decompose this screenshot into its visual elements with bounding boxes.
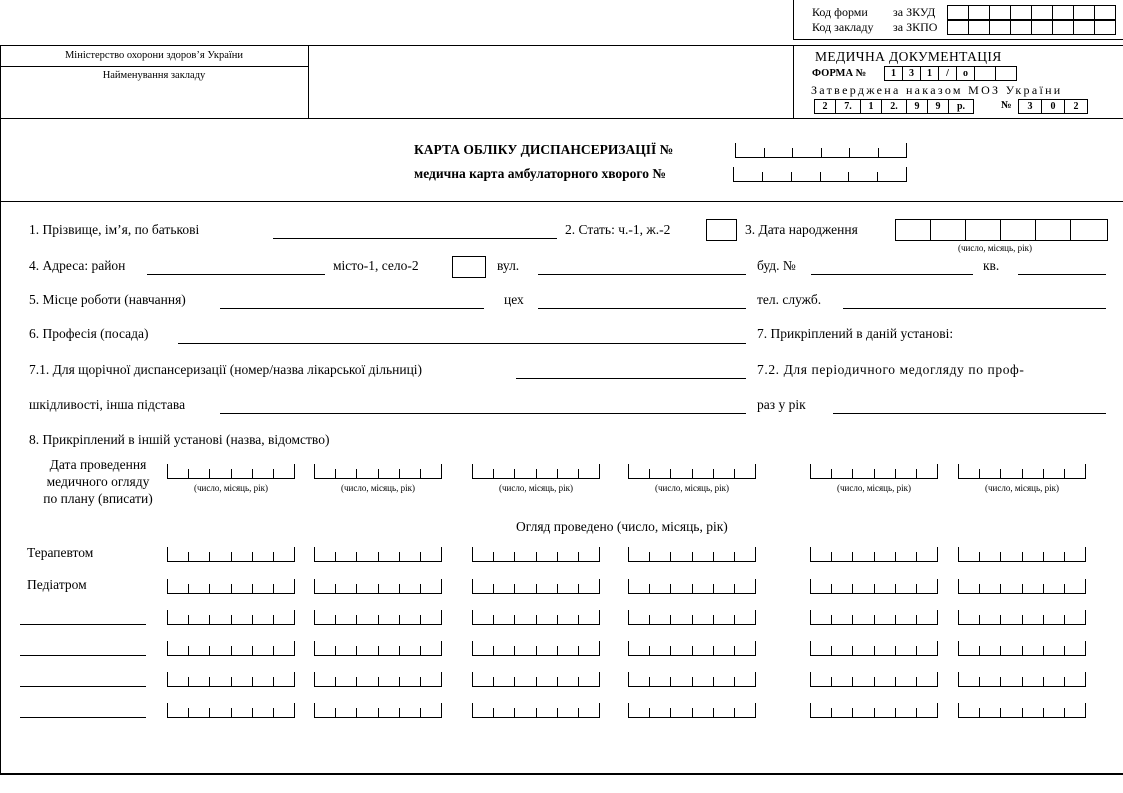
done-header: Огляд проведено (число, місяць, рік) xyxy=(516,519,728,534)
exam-date-cells[interactable] xyxy=(628,610,756,625)
number-cells-cell: 2 xyxy=(1065,99,1088,114)
exam-date-cells[interactable] xyxy=(314,703,442,718)
profession-label: 6. Професія (посада) xyxy=(29,326,149,341)
institution-code-cells[interactable] xyxy=(947,20,1116,35)
specialist-name-field[interactable] xyxy=(20,624,146,625)
exam-date-cells[interactable] xyxy=(810,703,938,718)
exam-date-cells[interactable] xyxy=(472,672,600,687)
form-code-ref: за ЗКУД xyxy=(893,5,936,19)
sex-label: 2. Стать: ч.-1, ж.-2 xyxy=(565,222,671,237)
number-cells-cell: 3 xyxy=(1018,99,1042,114)
form-code-cells[interactable] xyxy=(947,5,1116,20)
exam-date-cells[interactable] xyxy=(472,641,600,656)
title-line2: медична карта амбулаторного хворого № xyxy=(414,166,666,181)
harmful-field[interactable] xyxy=(220,413,746,414)
date-cells-cell: 1 xyxy=(861,99,882,114)
form-number-cell xyxy=(996,66,1017,81)
exam-date-cells[interactable] xyxy=(810,672,938,687)
form-number-cell: 3 xyxy=(903,66,921,81)
outpatient-card-number-cells[interactable] xyxy=(733,167,907,182)
exam-date-cells[interactable] xyxy=(628,672,756,687)
exam-date-cells[interactable] xyxy=(167,641,295,656)
street-field[interactable] xyxy=(538,274,746,275)
department-field[interactable] xyxy=(538,308,746,309)
institution-code-ref: за ЗКПО xyxy=(893,20,938,34)
exam-date-cells[interactable] xyxy=(628,703,756,718)
exam-date-cells[interactable] xyxy=(810,579,938,594)
exam-date-cells[interactable] xyxy=(628,579,756,594)
dob-cells[interactable] xyxy=(895,219,1108,241)
phone-label: тел. служб. xyxy=(757,292,822,307)
exam-date-cells[interactable] xyxy=(167,610,295,625)
doc-type: МЕДИЧНА ДОКУМЕНТАЦІЯ xyxy=(815,49,1002,64)
planned-date-caption: (число, місяць, рік) xyxy=(194,483,268,493)
name-field[interactable] xyxy=(273,238,557,239)
exam-date-cells[interactable] xyxy=(628,641,756,656)
profession-field[interactable] xyxy=(178,343,746,344)
annual-label: 7.1. Для щорічної диспансеризації (номер/назва лікарської дільниці) xyxy=(29,362,423,377)
attached-label: 7. Прикріплений в даній установі: xyxy=(757,326,954,341)
specialist-name-field[interactable] xyxy=(20,686,146,687)
work-label: 5. Місце роботи (навчання) xyxy=(29,292,186,307)
form-number-cell: / xyxy=(939,66,957,81)
planned-label-line2: медичного огляду xyxy=(46,474,150,489)
exam-date-cells[interactable] xyxy=(314,579,442,594)
address-label: 4. Адреса: район xyxy=(29,258,126,273)
dob-caption: (число, місяць, рік) xyxy=(958,243,1032,253)
form-number-label: ФОРМА № xyxy=(812,68,867,79)
planned-date-caption: (число, місяць, рік) xyxy=(837,483,911,493)
approval-number-cells xyxy=(1018,99,1088,114)
institution-name-label: Найменування закладу xyxy=(102,70,206,81)
specialist-name-field[interactable] xyxy=(20,655,146,656)
date-cells-cell: 9 xyxy=(907,99,928,114)
planned-date-cells[interactable] xyxy=(314,464,442,479)
house-field[interactable] xyxy=(811,274,973,275)
exam-date-cells[interactable] xyxy=(472,579,600,594)
form-number-cell xyxy=(975,66,996,81)
exam-date-cells[interactable] xyxy=(958,610,1086,625)
house-label: буд. № xyxy=(757,258,796,273)
settlement-box[interactable] xyxy=(452,256,486,278)
exam-date-cells[interactable] xyxy=(314,610,442,625)
sex-box[interactable] xyxy=(706,219,737,241)
apartment-label: кв. xyxy=(983,258,1000,273)
periodic-label: 7.2. Для періодичного медогляду по проф- xyxy=(757,362,1025,377)
annual-field[interactable] xyxy=(516,378,746,379)
planned-date-cells[interactable] xyxy=(810,464,938,479)
apartment-field[interactable] xyxy=(1018,274,1106,275)
exam-date-cells[interactable] xyxy=(472,610,600,625)
planned-date-cells[interactable] xyxy=(167,464,295,479)
phone-field[interactable] xyxy=(843,308,1106,309)
dob-label: 3. Дата народження xyxy=(745,222,858,237)
planned-date-cells[interactable] xyxy=(472,464,600,479)
ministry-name: Міністерство охорони здоров’я України xyxy=(64,50,244,61)
date-cells-cell: 7. xyxy=(836,99,861,114)
planned-date-caption: (число, місяць, рік) xyxy=(985,483,1059,493)
settlement-label: місто-1, село-2 xyxy=(333,258,419,273)
exam-date-cells[interactable] xyxy=(628,547,756,562)
form-number-cell: 1 xyxy=(884,66,903,81)
other-institution-label: 8. Прикріплений в іншій установі (назва, відомство) xyxy=(29,432,330,447)
planned-date-caption: (число, місяць, рік) xyxy=(655,483,729,493)
planned-date-cells[interactable] xyxy=(628,464,756,479)
exam-date-cells[interactable] xyxy=(314,672,442,687)
exam-date-cells[interactable] xyxy=(958,672,1086,687)
department-label: цех xyxy=(504,292,524,307)
exam-date-cells[interactable] xyxy=(958,703,1086,718)
date-cells-cell: р. xyxy=(949,99,974,114)
form-number-cell: 1 xyxy=(921,66,939,81)
approval-number-label: № xyxy=(1001,100,1012,111)
exam-date-cells[interactable] xyxy=(167,547,295,562)
per-year-label: раз у рік xyxy=(757,397,806,412)
exam-date-cells[interactable] xyxy=(314,547,442,562)
exam-date-cells[interactable] xyxy=(810,547,938,562)
exam-date-cells[interactable] xyxy=(958,547,1086,562)
exam-date-cells[interactable] xyxy=(958,579,1086,594)
approved-text: Затверджена наказом МОЗ України xyxy=(811,83,1063,97)
form-number-cells xyxy=(884,66,1017,81)
form-code-label: Код форми xyxy=(812,5,868,19)
specialist-label: Терапевтом xyxy=(27,545,94,560)
name-label: 1. Прізвище, ім’я, по батькові xyxy=(29,222,200,237)
exam-date-cells[interactable] xyxy=(314,641,442,656)
exam-date-cells[interactable] xyxy=(958,641,1086,656)
title-line1: КАРТА ОБЛІКУ ДИСПАНСЕРИЗАЦІЇ № xyxy=(414,142,674,157)
district-field[interactable] xyxy=(147,274,325,275)
exam-date-cells[interactable] xyxy=(810,610,938,625)
planned-label-line3: по плану (вписати) xyxy=(43,491,153,506)
exam-date-cells[interactable] xyxy=(472,547,600,562)
harmful-label: шкідливості, інша підстава xyxy=(29,397,186,412)
exam-date-cells[interactable] xyxy=(167,579,295,594)
card-number-cells[interactable] xyxy=(735,143,907,158)
institution-code-label: Код закладу xyxy=(812,20,874,34)
planned-date-cells[interactable] xyxy=(958,464,1086,479)
per-year-field[interactable] xyxy=(833,413,1106,414)
planned-date-caption: (число, місяць, рік) xyxy=(341,483,415,493)
exam-date-cells[interactable] xyxy=(472,703,600,718)
exam-date-cells[interactable] xyxy=(810,641,938,656)
date-cells-cell: 2. xyxy=(882,99,907,114)
date-cells-cell: 2 xyxy=(814,99,836,114)
exam-date-cells[interactable] xyxy=(167,703,295,718)
planned-label-line1: Дата проведення xyxy=(49,457,147,472)
form-number-cell: о xyxy=(957,66,975,81)
approval-date-cells xyxy=(814,99,974,114)
planned-date-caption: (число, місяць, рік) xyxy=(499,483,573,493)
exam-date-cells[interactable] xyxy=(167,672,295,687)
specialist-name-field[interactable] xyxy=(20,717,146,718)
number-cells-cell: 0 xyxy=(1042,99,1065,114)
street-label: вул. xyxy=(497,258,520,273)
work-field[interactable] xyxy=(220,308,484,309)
date-cells-cell: 9 xyxy=(928,99,949,114)
specialist-label: Педіатром xyxy=(27,577,87,592)
